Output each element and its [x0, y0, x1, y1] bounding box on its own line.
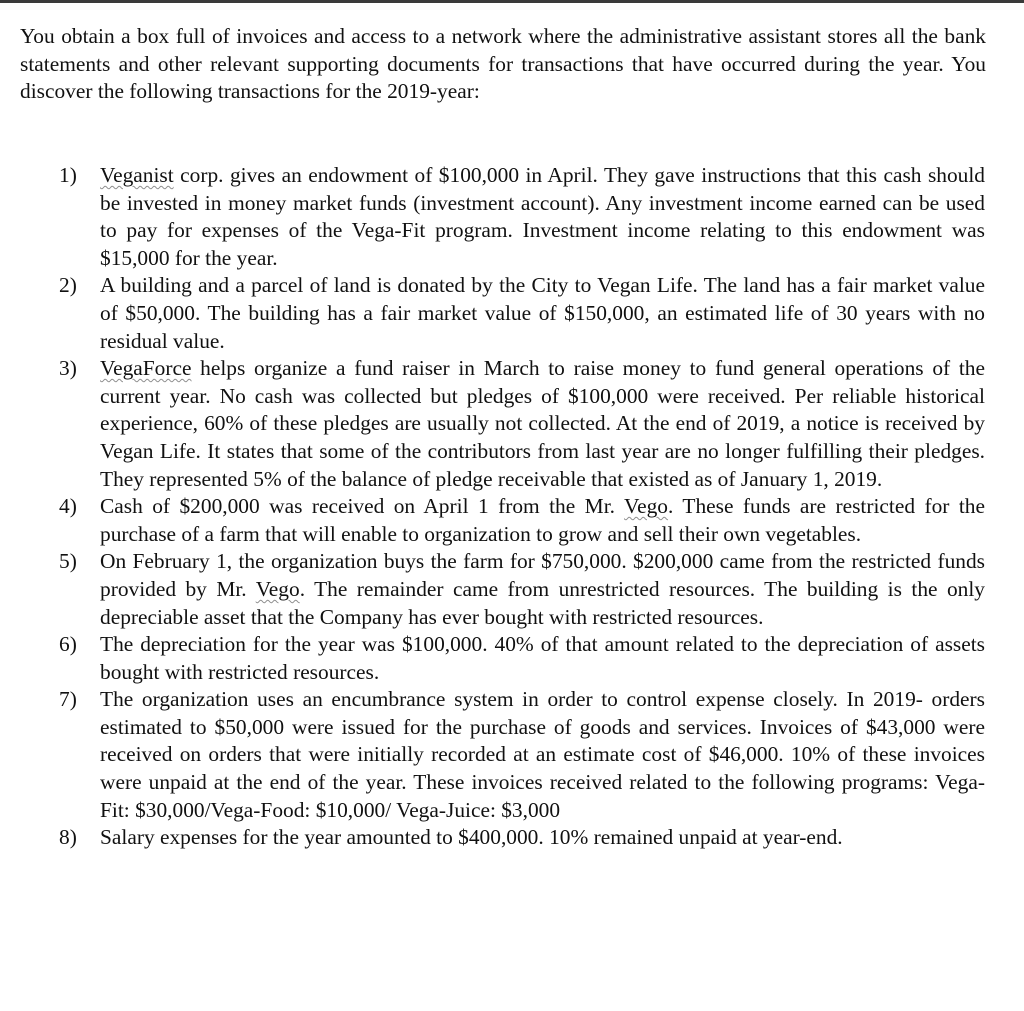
item-text: On February 1, the organization buys the farm for $750,000. $200,000 came from the restricted funds provided by Mr.: [100, 549, 985, 601]
list-item: [59, 493, 985, 548]
item-number: 2): [59, 273, 77, 298]
item-text: . The remainder came from unrestricted resources. The building is the only depreciable asset that the Company has ever bought with restricted resources.: [100, 576, 985, 629]
item-text: A building and a parcel of land is donated by the City to Vegan Life. The land has a fair market value of $50,000. The building has a fair market value of $150,000, an estimated life of 30 years with no residual value.: [100, 273, 985, 353]
transaction-list: [59, 162, 985, 852]
list-item: [59, 272, 985, 355]
item-number: 6): [59, 632, 77, 657]
item-text: . These funds are restricted for the purchase of a farm that will enable to organization to grow and sell their own vegetables.: [100, 494, 985, 546]
item-number: 5): [59, 549, 77, 574]
item-number: 8): [59, 825, 77, 850]
list-item: [59, 355, 985, 493]
item-text: The organization uses an encumbrance system in order to control expense closely. In 2019- orders estimated to $50,000 were issued for the purchase of goods and services. Invoices of $43,000 were received on orders that were initially recorded at an estimate cost of $46,000. 10% of these invoices were unpaid at the end of the year. These invoices received related to the following programs: Vega-Fit: $30,000/Vega-Food: $10,000/ Vega-Juice: $3,000: [100, 687, 985, 822]
item-number: 4): [59, 494, 77, 519]
list-item: [59, 162, 985, 272]
intro-paragraph: You obtain a box full of invoices and access to a network where the administrative assistant stores all the bank statements and other relevant supporting documents for transactions that have occurred during the year. You discover the following transactions for the 2019-year:: [20, 24, 986, 103]
list-item: [59, 548, 985, 631]
item-number: 1): [59, 163, 77, 187]
item-text: helps organize a fund raiser in March to raise money to fund general operations of the current year. No cash was collected but pledges of $100,000 were received. Per reliable historical experience, 60% of these pledges are usually not collected. At the end of 2019, a notice is received by Vegan Life. It states that some of the contributors from last year are no longer fulfilling their pledges. They represented 5% of the balance of pledge receivable that existed as of January 1, 2019.: [100, 356, 985, 491]
list-item: [59, 824, 985, 852]
spellcheck-word: Veganist: [100, 163, 174, 187]
spellcheck-word: Vego: [255, 576, 300, 601]
item-text: The depreciation for the year was $100,000. 40% of that amount related to the depreciation of assets bought with restricted resources.: [100, 632, 985, 684]
item-text: Cash of $200,000 was received on April 1 from the Mr.: [100, 494, 625, 519]
spellcheck-word: Vego: [624, 494, 669, 519]
item-text: corp. gives an endowment of $100,000 in April. They gave instructions that this cash should be invested in money market funds (investment account). Any investment income earned can be used to pay for expenses of the Vega-Fit program. Investment income relating to this endowment was $15,000 for the year.: [100, 163, 985, 270]
item-number: 7): [59, 687, 77, 712]
list-item: [59, 686, 985, 824]
item-number: 3): [59, 356, 77, 381]
list-item: [59, 631, 985, 686]
spellcheck-word: VegaForce: [100, 356, 192, 381]
item-text: Salary expenses for the year amounted to $400,000. 10% remained unpaid at year-end.: [100, 825, 843, 850]
